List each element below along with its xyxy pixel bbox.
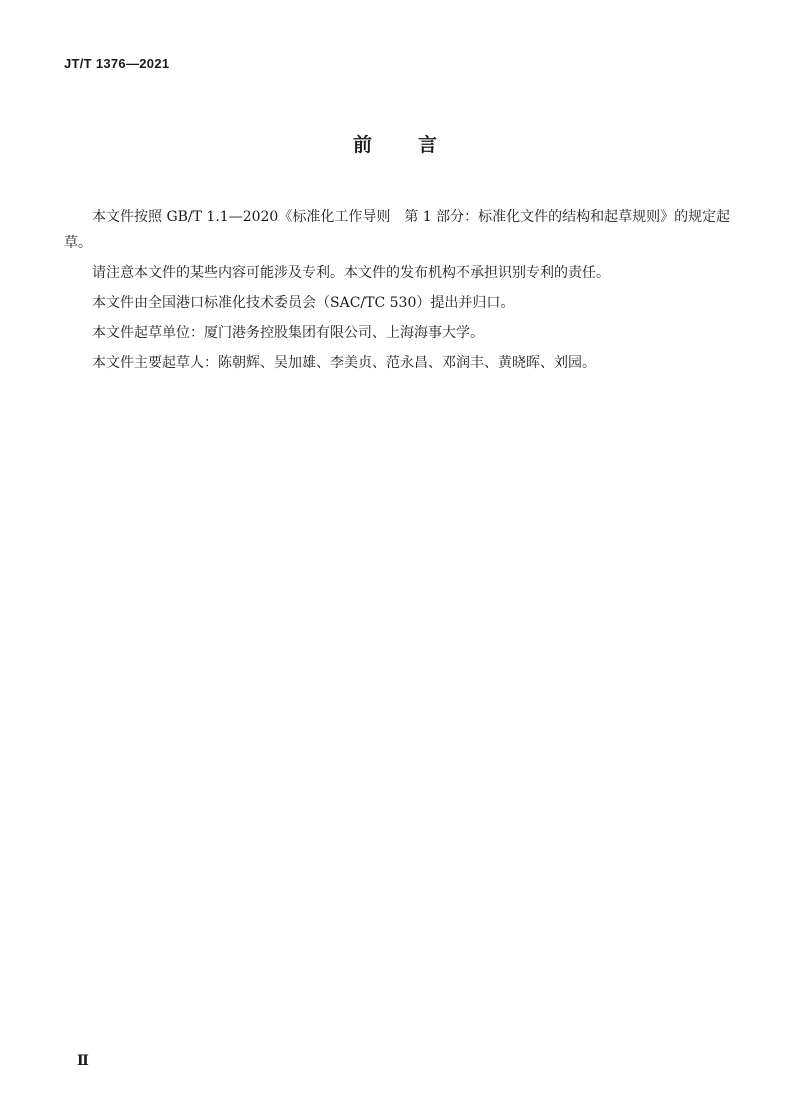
page-number: Ⅱ (77, 1053, 89, 1069)
standard-number: JT/T 1376—2021 (64, 56, 170, 71)
paragraph-drafters: 本文件主要起草人：陈朝辉、吴加雄、李美贞、范永昌、邓润丰、黄晓晖、刘园。 (92, 355, 596, 371)
paragraph-patent-notice: 请注意本文件的某些内容可能涉及专利。本文件的发布机构不承担识别专利的责任。 (92, 265, 610, 281)
paragraph-proposer: 本文件由全国港口标准化技术委员会（SAC/TC 530）提出并归口。 (92, 295, 515, 311)
paragraph-drafting-rules: 本文件按照 GB/T 1.1—2020《标准化工作导则 第 1 部分：标准化文件的结构和起草规则》的规定起草。 (64, 209, 731, 251)
page-title: 前言 (352, 134, 483, 156)
foreword-body (64, 204, 740, 380)
paragraph-drafting-units: 本文件起草单位：厦门港务控股集团有限公司、上海海事大学。 (92, 325, 484, 341)
